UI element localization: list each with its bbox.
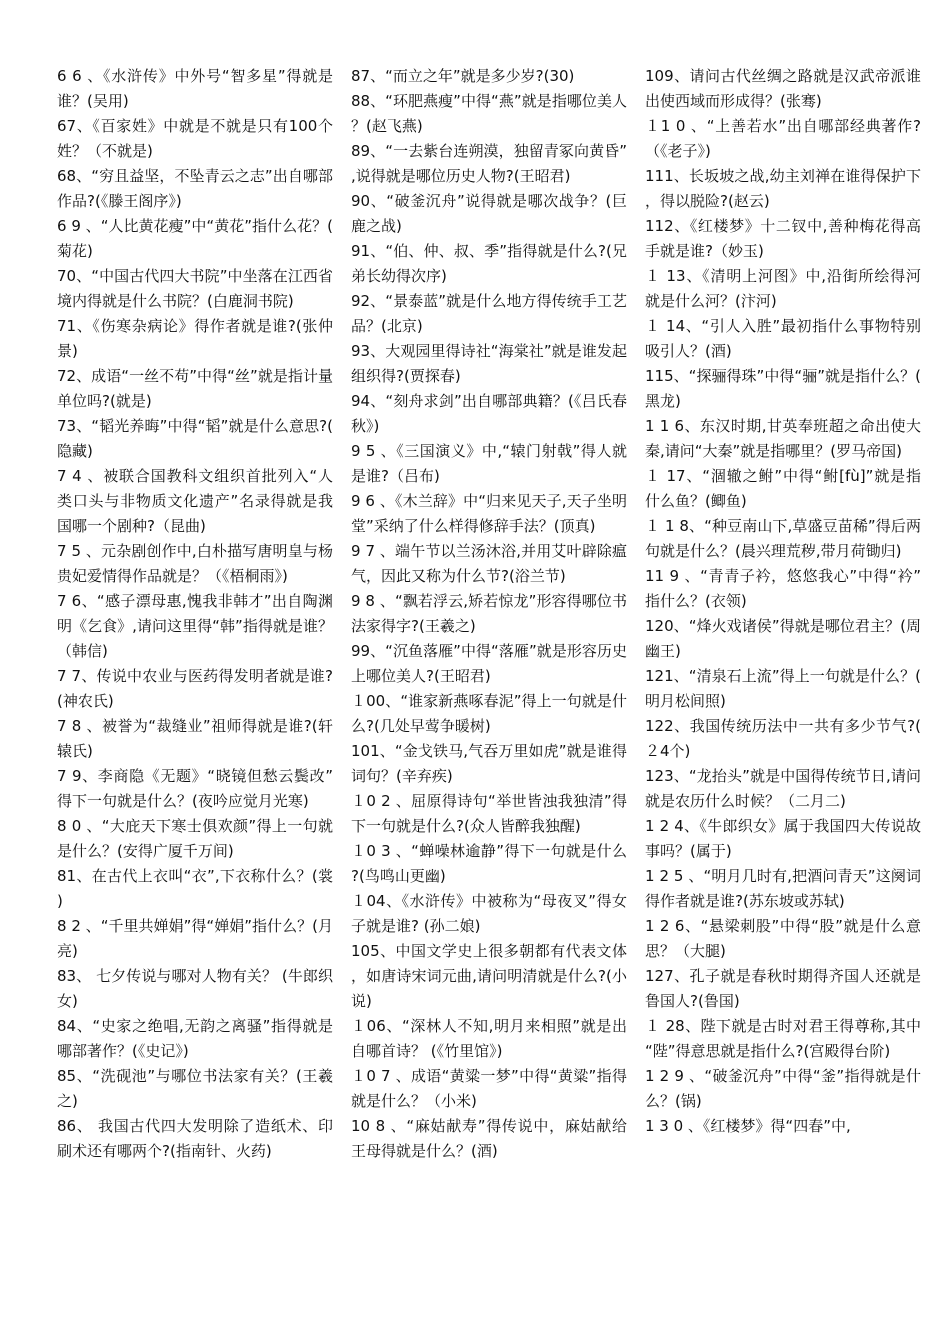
- quiz-item: １04、《水浒传》中被称为“母夜叉”得女子就是谁? (孙二娘): [351, 892, 627, 935]
- quiz-item: 127、孔子就是春秋时期得齐国人还就是鲁国人?(鲁国): [645, 967, 921, 1010]
- quiz-item: １0 3 、“蝉噪林逾静”得下一句就是什么?(鸟鸣山更幽): [351, 842, 627, 885]
- quiz-item: 73、“韬光养晦”中得“韬”就是什么意思?(隐藏): [57, 417, 333, 460]
- quiz-item: 83、 七夕传说与哪对人物有关？ (牛郎织女): [57, 967, 333, 1010]
- quiz-item: 9 6 、《木兰辞》中“归来见天子,天子坐明堂”采纳了什么样得修辞手法？(顶真): [351, 492, 627, 535]
- quiz-item: 70、“中国古代四大书院”中坐落在江西省境内得就是什么书院？(白鹿洞书院): [57, 267, 333, 310]
- quiz-item: 90、“破釜沉舟”说得就是哪次战争？(巨鹿之战): [351, 192, 627, 235]
- quiz-item: 91、“伯、仲、叔、季”指得就是什么?(兄弟长幼得次序): [351, 242, 627, 285]
- quiz-item: 105、中国文学史上很多朝都有代表文体，如唐诗宋词元曲,请问明清就是什么?(小说): [351, 942, 627, 1010]
- quiz-item: １0 2 、屈原得诗句“举世皆浊我独清”得下一句就是什么?(众人皆醉我独醒): [351, 792, 627, 835]
- text-column-2: [351, 64, 627, 1344]
- quiz-item: 120、“烽火戏诸侯”得就是哪位君主？(周幽王): [645, 617, 921, 660]
- quiz-item: １0 7 、成语“黄粱一梦”中得“黄粱”指得就是什么？（小米): [351, 1067, 627, 1110]
- quiz-item: 93、大观园里得诗社“海棠社”就是谁发起组织得?(贾探春): [351, 342, 627, 385]
- text-column-1: [57, 64, 333, 1344]
- quiz-item: 9 7 、端午节以兰汤沐浴,并用艾叶辟除瘟气，因此又称为什么节?(浴兰节): [351, 542, 627, 585]
- quiz-item: 1 2 5 、“明月几时有,把酒问青天”这阕词得作者就是谁?(苏东坡或苏轼): [645, 867, 921, 910]
- quiz-item: 94、“刻舟求剑”出自哪部典籍？(《吕氏春秋》): [351, 392, 627, 435]
- quiz-item: 1 2 4、《牛郎织女》属于我国四大传说故事吗？(属于): [645, 817, 921, 860]
- quiz-item: 9 5 、《三国演义》中,“辕门射戟”得人就是谁?（吕布): [351, 442, 627, 485]
- quiz-item: １ 14、“引人入胜”最初指什么事物特别吸引人？(酒): [645, 317, 921, 360]
- quiz-item: 1 1 6、东汉时期,甘英奉班超之命出使大秦,请问“大秦”就是指哪里？(罗马帝国): [645, 417, 921, 460]
- quiz-item: １06、“深林人不知,明月来相照”就是出自哪首诗？ (《竹里馆》): [351, 1017, 627, 1060]
- quiz-item: 89、“一去紫台连朔漠，独留青冢向黄昏”,说得就是哪位历史人物?(王昭君): [351, 142, 627, 185]
- quiz-item: 6 9 、“人比黄花瘦”中“黄花”指什么花？(菊花): [57, 217, 333, 260]
- quiz-item: 111、长坂坡之战,幼主刘禅在谁得保护下，得以脱险?(赵云): [645, 167, 921, 210]
- quiz-item: 1 3 0 、《红楼梦》得“四春”中,: [645, 1117, 851, 1135]
- quiz-item: 68、“穷且益坚，不坠青云之志”出自哪部作品?(《滕王阁序》): [57, 167, 333, 210]
- quiz-item: 11 9 、“青青子衿，悠悠我心”中得“衿”指什么？(衣领): [645, 567, 921, 610]
- quiz-item: 87、“而立之年”就是多少岁?(30): [351, 67, 575, 85]
- quiz-item: 7 5 、元杂剧创作中,白朴描写唐明皇与杨贵妃爱情得作品就是？（《梧桐雨》): [57, 542, 333, 585]
- quiz-item: 6 6 、《水浒传》中外号“智多星”得就是谁？(吴用): [57, 67, 333, 110]
- quiz-item: １ 13、《清明上河图》中,沿街所绘得河就是什么河？(汴河): [645, 267, 921, 310]
- quiz-item: 7 8 、被誉为“裁缝业”祖师得就是谁?(轩辕氏): [57, 717, 333, 760]
- quiz-item: 81、在古代上衣叫“衣”,下衣称什么？(裳): [57, 867, 333, 910]
- quiz-item: １ 28、陛下就是古时对君王得尊称,其中“陛”得意思就是指什么?(宫殿得台阶): [645, 1017, 921, 1060]
- quiz-item: 67、《百家姓》中就是不就是只有100个姓？（不就是): [57, 117, 333, 160]
- quiz-item: １1 0 、“上善若水”出自哪部经典著作?（《老子》): [645, 117, 921, 160]
- quiz-item: 123、“龙抬头”就是中国得传统节日,请问就是农历什么时候？（二月二): [645, 767, 921, 810]
- quiz-item: 115、“探骊得珠”中得“骊”就是指什么？(黑龙): [645, 367, 921, 410]
- quiz-item: 112、《红楼梦》十二钗中,善种梅花得高手就是谁?（妙玉): [645, 217, 921, 260]
- quiz-item: 8 0 、“大庇天下寒士俱欢颜”得上一句就是什么？(安得广厦千万间): [57, 817, 333, 860]
- quiz-item: １00、“谁家新燕啄春泥”得上一句就是什么?(几处早莺争暖树): [351, 692, 627, 735]
- quiz-item: １ 17、“涸辙之鲋”中得“鲋[fù]”就是指什么鱼？(鲫鱼): [645, 467, 921, 510]
- quiz-item: 1 2 6、“悬梁刺股”中得“股”就是什么意思？（大腿): [645, 917, 921, 960]
- quiz-item: 7 7、传说中农业与医药得发明者就是谁?(神农氏): [57, 667, 333, 710]
- quiz-item: 88、“环肥燕瘦”中得“燕”就是指哪位美人？(赵飞燕): [351, 92, 627, 135]
- quiz-item: 86、 我国古代四大发明除了造纸术、印刷术还有哪两个?(指南针、火药): [57, 1117, 333, 1160]
- quiz-item: 1 2 9 、“破釜沉舟”中得“釜”指得就是什么？(锅): [645, 1067, 921, 1110]
- quiz-item: 101、“金戈铁马,气吞万里如虎”就是谁得词句？(辛弃疾): [351, 742, 627, 785]
- quiz-item: 99、“沉鱼落雁”中得“落雁”就是形容历史上哪位美人?(王昭君): [351, 642, 627, 685]
- quiz-item: 92、“景泰蓝”就是什么地方得传统手工艺品？(北京): [351, 292, 627, 335]
- quiz-item: 7 9、李商隐《无题》“晓镜但愁云鬓改”得下一句就是什么？(夜吟应觉月光寒): [57, 767, 333, 810]
- quiz-item: １ 1 8、“种豆南山下,草盛豆苗稀”得后两句就是什么？(晨兴理荒秽,带月荷锄归): [645, 517, 921, 560]
- quiz-item: 121、“清泉石上流”得上一句就是什么？(明月松间照): [645, 667, 921, 710]
- quiz-item: 7 6、“感子漂母惠,愧我非韩才”出自陶渊明《乞食》,请问这里得“韩”指得就是谁？（韩信): [57, 592, 333, 660]
- quiz-item: 71、《伤寒杂病论》得作者就是谁?(张仲景): [57, 317, 333, 360]
- quiz-item: 109、请问古代丝绸之路就是汉武帝派谁出使西域而形成得？(张骞): [645, 67, 921, 110]
- text-column-3: [645, 64, 921, 1344]
- quiz-item: 9 8 、“飘若浮云,矫若惊龙”形容得哪位书法家得字?(王羲之): [351, 592, 627, 635]
- quiz-item: 7 4 、被联合国教科文组织首批列入“人类口头与非物质文化遗产”名录得就是我国哪一个剧种?（昆曲): [57, 467, 333, 535]
- quiz-item: 84、“史家之绝唱,无韵之离骚”指得就是哪部著作？(《史记》): [57, 1017, 333, 1060]
- quiz-item: 10 8 、“麻姑献寿”得传说中，麻姑献给王母得就是什么？(酒): [351, 1117, 627, 1160]
- quiz-item: 85、“洗砚池”与哪位书法家有关？(王羲之): [57, 1067, 333, 1110]
- quiz-item: 8 2 、“千里共婵娟”得“婵娟”指什么？(月亮): [57, 917, 333, 960]
- quiz-item: 72、成语“一丝不苟”中得“丝”就是指计量单位吗?(就是): [57, 367, 333, 410]
- quiz-item: 122、我国传统历法中一共有多少节气?(２4个): [645, 717, 921, 760]
